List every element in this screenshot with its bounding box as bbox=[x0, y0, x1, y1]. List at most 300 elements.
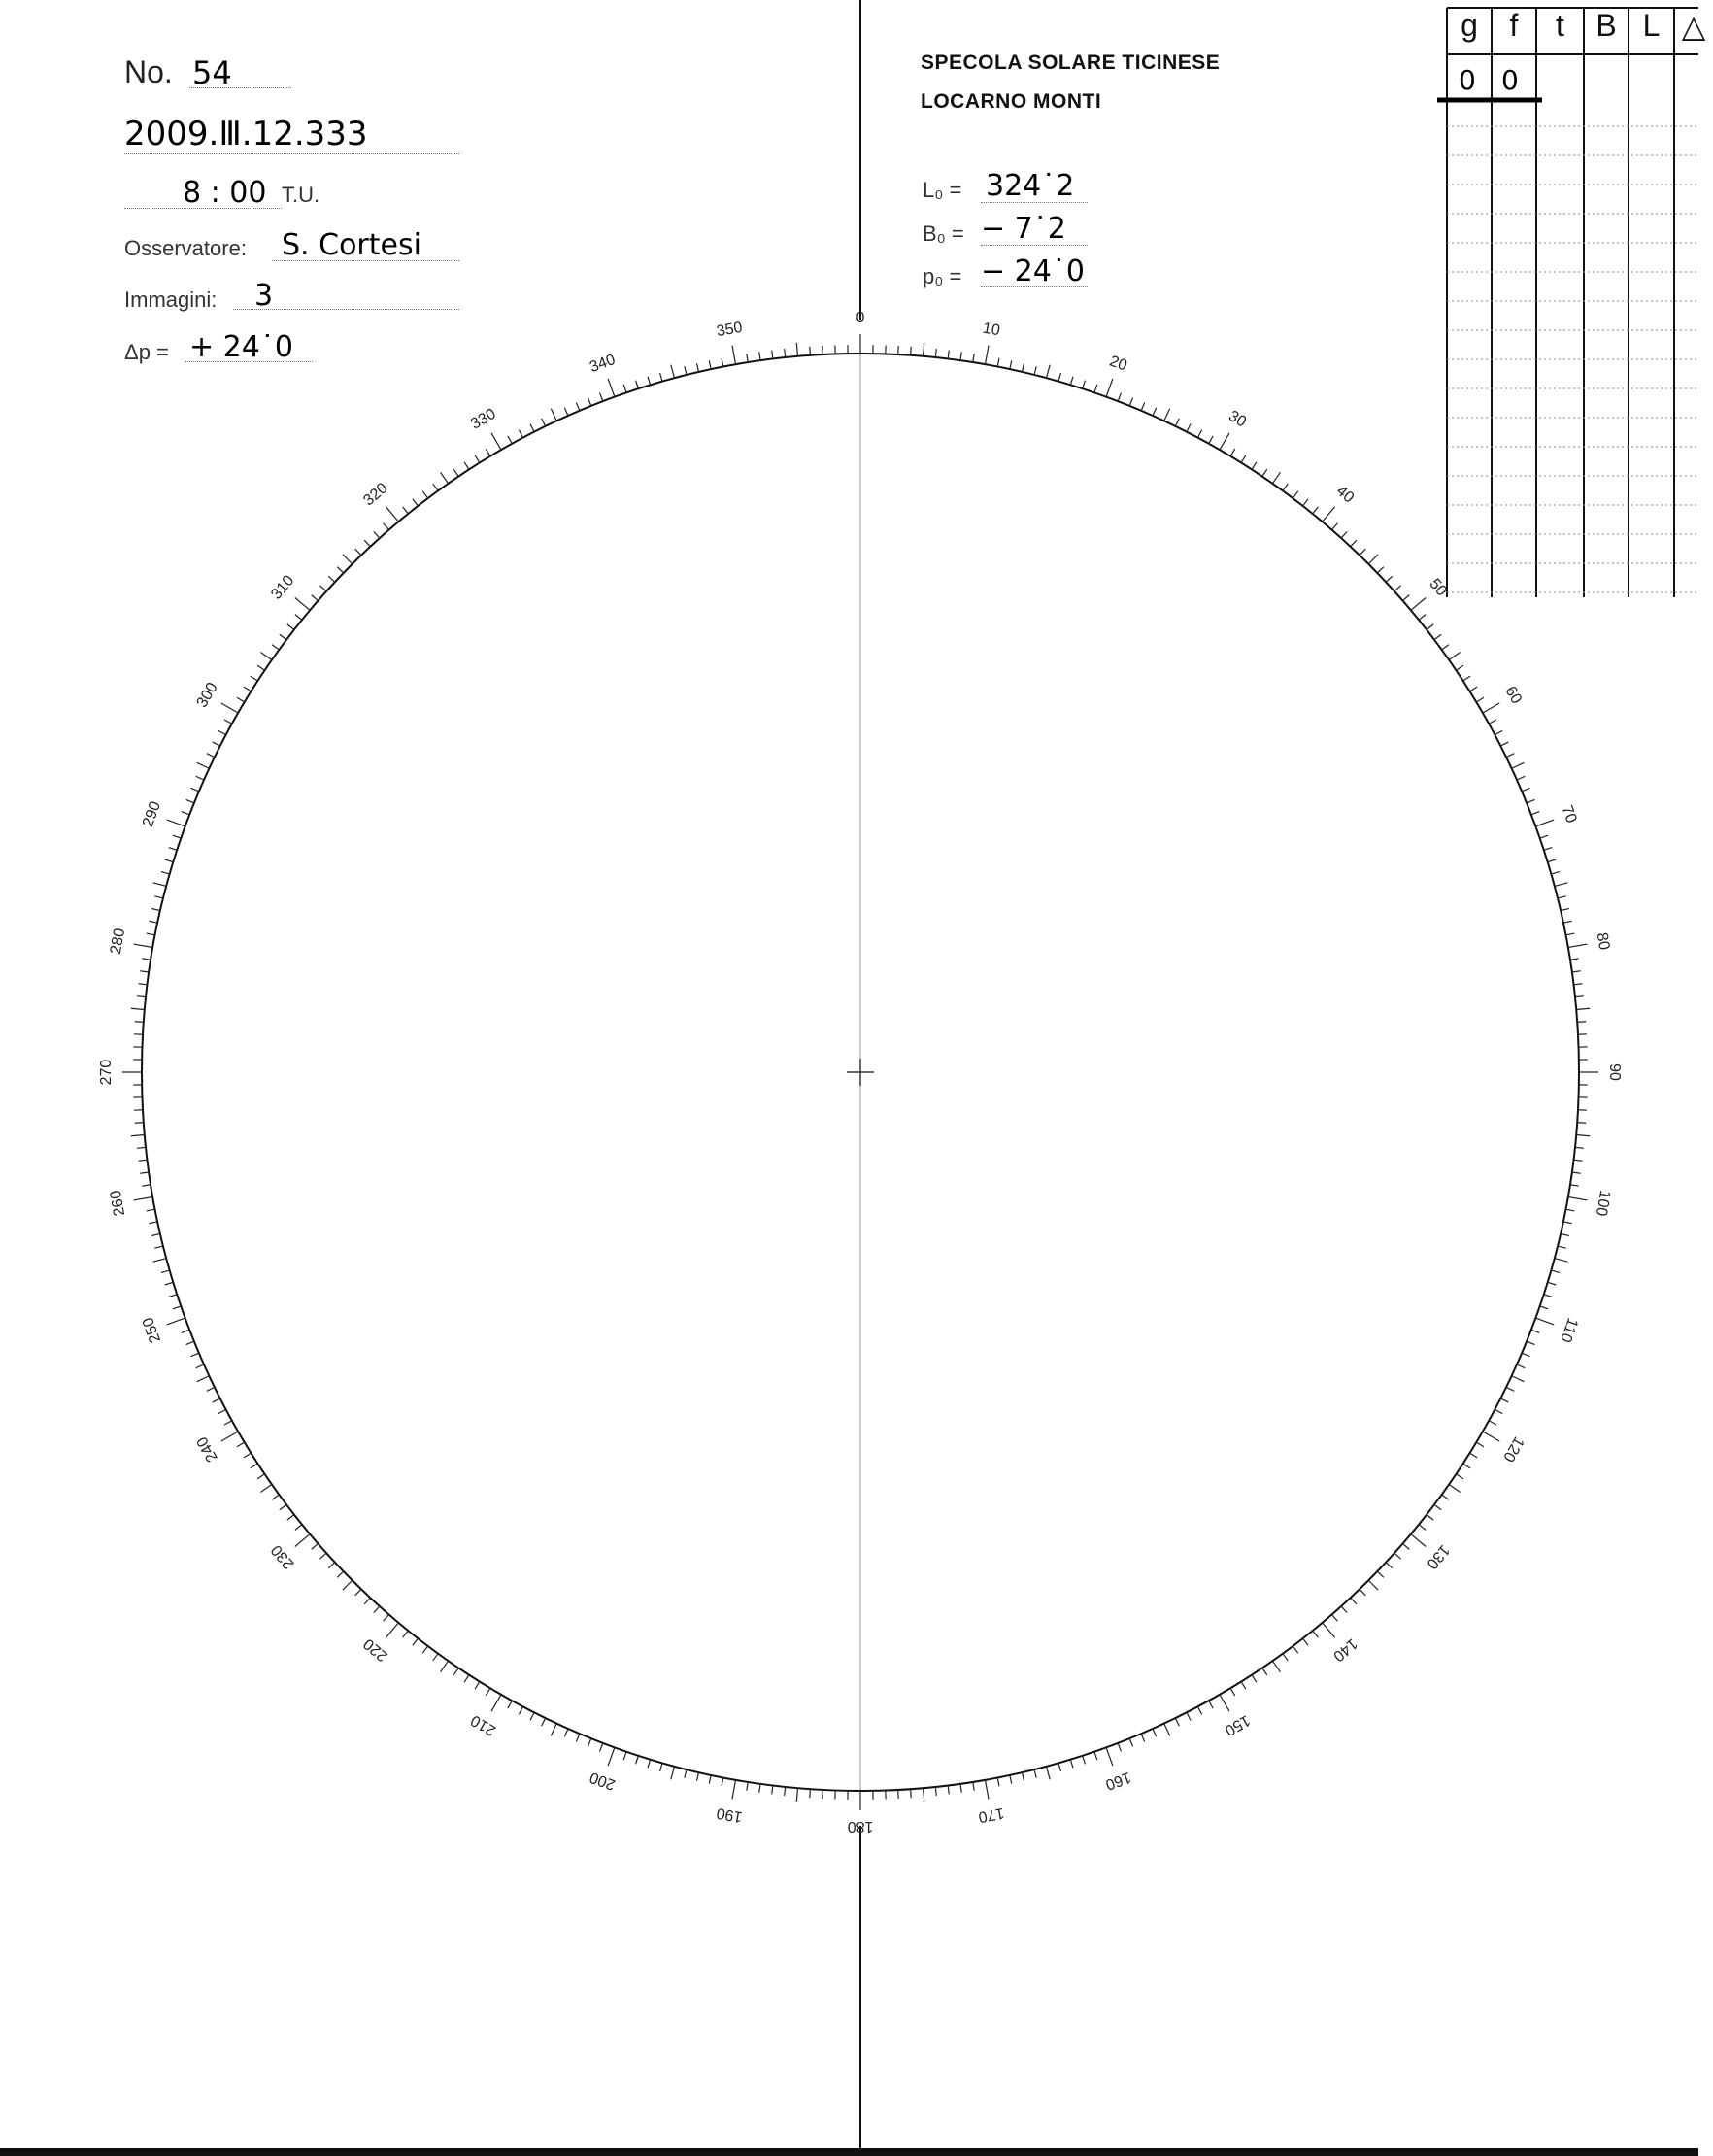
time-value: 8 : 00 bbox=[183, 176, 267, 210]
scale-tick bbox=[280, 1504, 286, 1509]
scale-tick bbox=[131, 1135, 145, 1136]
images-label: Immagini: bbox=[124, 287, 218, 312]
scale-tick bbox=[1427, 624, 1433, 630]
scale-tick bbox=[1230, 449, 1235, 456]
scale-tick bbox=[197, 762, 210, 768]
scale-tick bbox=[1419, 615, 1426, 621]
scale-label-50: 50 bbox=[1426, 575, 1450, 600]
scale-label-140: 140 bbox=[1329, 1634, 1360, 1665]
scale-tick bbox=[1368, 555, 1378, 564]
scale-label-0: 0 bbox=[856, 310, 865, 327]
scale-tick bbox=[1568, 1197, 1588, 1200]
scale-tick bbox=[1577, 1022, 1586, 1023]
scale-tick bbox=[519, 1706, 522, 1714]
bottom-edge-bar bbox=[0, 2148, 1698, 2156]
observer-label: Osservatore: bbox=[124, 236, 247, 260]
scale-tick bbox=[295, 1525, 302, 1531]
scale-label-160: 160 bbox=[1103, 1768, 1133, 1794]
scale-tick bbox=[441, 1661, 449, 1671]
scale-label-110: 110 bbox=[1557, 1315, 1581, 1345]
scale-tick bbox=[1575, 996, 1584, 997]
scale-label-60: 60 bbox=[1501, 683, 1526, 707]
scale-tick bbox=[191, 1353, 199, 1357]
scale-tick bbox=[1360, 1589, 1365, 1595]
scale-tick bbox=[355, 1589, 361, 1595]
scale-tick bbox=[453, 1668, 458, 1674]
scale-tick bbox=[1411, 597, 1426, 610]
scale-tick bbox=[491, 433, 501, 450]
institute-location: LOCARNO MONTI bbox=[921, 90, 1102, 113]
scale-tick bbox=[576, 403, 580, 411]
scale-tick bbox=[142, 959, 151, 960]
scale-tick bbox=[1411, 1534, 1426, 1547]
scale-tick bbox=[169, 848, 178, 851]
p0-label: p₀ = bbox=[923, 264, 962, 288]
scale-label-350: 350 bbox=[715, 319, 744, 341]
scale-tick bbox=[1561, 909, 1569, 911]
scale-tick bbox=[551, 1724, 556, 1736]
scale-tick bbox=[1197, 1706, 1201, 1714]
scale-tick bbox=[337, 567, 343, 573]
scale-tick bbox=[1351, 540, 1357, 547]
scale-tick bbox=[1313, 507, 1319, 514]
scale-tick bbox=[154, 1246, 163, 1248]
scale-tick bbox=[257, 665, 264, 670]
scale-tick bbox=[660, 1763, 662, 1771]
scale-tick bbox=[295, 1534, 310, 1547]
scale-tick bbox=[1175, 419, 1179, 426]
scale-tick bbox=[295, 597, 310, 610]
scale-label-240: 240 bbox=[193, 1433, 221, 1465]
scale-tick bbox=[1522, 788, 1529, 792]
scale-tick bbox=[1456, 1474, 1462, 1479]
scale-label-290: 290 bbox=[139, 799, 165, 829]
scale-tick bbox=[1575, 1147, 1584, 1148]
scale-tick bbox=[935, 1787, 936, 1796]
l0-label: L₀ = bbox=[923, 178, 962, 202]
scale-tick bbox=[287, 1515, 294, 1521]
scale-tick bbox=[1544, 848, 1553, 851]
scale-tick bbox=[997, 358, 999, 367]
scale-tick bbox=[1577, 1123, 1586, 1124]
scale-tick bbox=[1512, 1376, 1525, 1382]
scale-tick bbox=[1548, 859, 1557, 862]
scale-tick bbox=[165, 1282, 174, 1285]
scale-tick bbox=[709, 1775, 711, 1784]
scale-tick bbox=[154, 896, 163, 898]
scale-tick bbox=[1220, 433, 1229, 450]
scale-tick bbox=[196, 1364, 204, 1368]
number-value: 54 bbox=[192, 54, 232, 91]
scale-tick bbox=[1034, 366, 1036, 375]
scale-tick bbox=[1323, 1623, 1335, 1637]
scale-tick bbox=[1517, 1364, 1525, 1368]
scale-tick bbox=[191, 788, 199, 792]
scale-tick bbox=[374, 531, 380, 538]
scale-tick bbox=[796, 343, 797, 356]
scale-tick bbox=[257, 1474, 264, 1479]
scale-tick bbox=[1360, 549, 1365, 555]
scale-tick bbox=[1058, 1763, 1060, 1771]
col-header-f: f bbox=[1509, 8, 1519, 43]
scale-tick bbox=[182, 1330, 189, 1332]
scale-tick bbox=[1470, 1453, 1478, 1458]
scale-tick bbox=[1368, 1580, 1378, 1590]
scale-tick bbox=[722, 1777, 723, 1786]
scale-tick bbox=[280, 634, 286, 639]
scale-tick bbox=[147, 933, 155, 935]
scale-label-260: 260 bbox=[107, 1189, 129, 1218]
scale-tick bbox=[1517, 776, 1525, 780]
scale-label-320: 320 bbox=[360, 480, 391, 510]
scale-tick bbox=[810, 1789, 811, 1798]
scale-tick bbox=[542, 419, 546, 426]
scale-label-70: 70 bbox=[1558, 803, 1580, 825]
scale-tick bbox=[948, 351, 949, 359]
scale-tick bbox=[1241, 455, 1246, 463]
scale-tick bbox=[785, 349, 786, 357]
scale-tick bbox=[312, 595, 319, 601]
scale-tick bbox=[648, 1760, 651, 1769]
scale-tick bbox=[1377, 1571, 1383, 1577]
scale-tick bbox=[1175, 1718, 1179, 1726]
p0-value: − 24˙0 bbox=[981, 254, 1085, 288]
images-value: 3 bbox=[254, 279, 274, 313]
scale-tick bbox=[1402, 1543, 1409, 1549]
scale-tick bbox=[287, 624, 294, 630]
scale-label-30: 30 bbox=[1226, 407, 1250, 431]
scale-tick bbox=[165, 859, 174, 862]
scale-label-10: 10 bbox=[981, 320, 1002, 340]
scale-tick bbox=[173, 1306, 182, 1309]
scale-tick bbox=[551, 409, 556, 421]
scale-tick bbox=[1427, 1515, 1433, 1521]
scale-tick bbox=[530, 424, 534, 432]
scale-tick bbox=[161, 872, 170, 874]
col-header-t: t bbox=[1556, 8, 1564, 43]
scale-tick bbox=[151, 1233, 160, 1235]
scale-tick bbox=[732, 346, 735, 365]
scale-tick bbox=[623, 385, 626, 393]
scale-tick bbox=[1164, 409, 1170, 421]
scale-tick bbox=[1386, 576, 1393, 582]
scale-tick bbox=[1283, 484, 1288, 490]
scale-tick bbox=[364, 1598, 370, 1604]
scale-label-20: 20 bbox=[1107, 353, 1129, 375]
scale-tick bbox=[1252, 1675, 1257, 1683]
scale-tick bbox=[1272, 1661, 1280, 1671]
scale-tick bbox=[1489, 1421, 1496, 1425]
scale-tick bbox=[747, 1782, 748, 1791]
scale-tick bbox=[1262, 1668, 1267, 1674]
scale-tick bbox=[173, 835, 182, 838]
scale-tick bbox=[1022, 363, 1024, 372]
scale-label-80: 80 bbox=[1593, 930, 1613, 952]
scale-tick bbox=[464, 1675, 469, 1683]
scale-tick bbox=[1272, 472, 1280, 483]
data-table-grid bbox=[1437, 8, 1698, 597]
scale-tick bbox=[732, 1780, 735, 1800]
scale-tick bbox=[1495, 730, 1502, 734]
scale-tick bbox=[1565, 1209, 1574, 1211]
scale-tick bbox=[1010, 1775, 1012, 1784]
scale-tick bbox=[142, 1185, 151, 1186]
scale-tick bbox=[1449, 1484, 1460, 1492]
scale-tick bbox=[1083, 1756, 1086, 1765]
scale-tick bbox=[1070, 377, 1073, 386]
scale-tick bbox=[1531, 812, 1539, 815]
scale-tick bbox=[1434, 1504, 1441, 1509]
scale-tick bbox=[272, 645, 279, 650]
scale-tick bbox=[384, 1614, 389, 1621]
scale-tick bbox=[1313, 1631, 1319, 1637]
time-unit-label: T.U. bbox=[282, 183, 320, 207]
scale-tick bbox=[433, 484, 438, 490]
col-header-g: g bbox=[1461, 8, 1478, 43]
scale-tick bbox=[153, 1259, 167, 1263]
scale-tick bbox=[519, 430, 522, 438]
scale-tick bbox=[1386, 1563, 1393, 1568]
scale-tick bbox=[576, 1734, 580, 1741]
scale-tick bbox=[1576, 1008, 1590, 1009]
scale-tick bbox=[260, 653, 271, 660]
scale-tick bbox=[1141, 403, 1145, 411]
scale-tick bbox=[328, 1563, 335, 1568]
scale-tick bbox=[149, 1222, 157, 1224]
scale-tick bbox=[1558, 896, 1566, 898]
scale-tick bbox=[1164, 1724, 1170, 1736]
scale-tick bbox=[221, 1432, 238, 1441]
scale-tick bbox=[796, 1788, 797, 1802]
scale-tick bbox=[530, 1712, 534, 1720]
scale-tick bbox=[147, 1209, 155, 1211]
scale-tick bbox=[453, 469, 458, 476]
scale-tick bbox=[1548, 1282, 1557, 1285]
scale-tick bbox=[697, 1772, 699, 1781]
scale-tick bbox=[1555, 1259, 1568, 1263]
scale-tick bbox=[153, 883, 167, 887]
scale-label-130: 130 bbox=[1423, 1541, 1453, 1572]
scale-tick bbox=[1252, 462, 1257, 470]
scale-label-280: 280 bbox=[107, 926, 129, 956]
scale-label-40: 40 bbox=[1332, 483, 1358, 507]
scale-tick bbox=[134, 1197, 153, 1200]
scale-label-150: 150 bbox=[1222, 1711, 1253, 1739]
scale-tick bbox=[343, 1580, 353, 1590]
scale-tick bbox=[1022, 1772, 1024, 1781]
scale-tick bbox=[608, 379, 615, 397]
scale-tick bbox=[475, 1682, 480, 1690]
scale-tick bbox=[1331, 523, 1337, 530]
scale-label-340: 340 bbox=[588, 351, 618, 377]
scale-tick bbox=[1394, 1553, 1401, 1559]
scale-tick bbox=[328, 576, 335, 582]
scale-tick bbox=[960, 1784, 961, 1793]
scale-tick bbox=[948, 1785, 949, 1794]
scale-tick bbox=[251, 1464, 258, 1468]
scale-tick bbox=[213, 1398, 220, 1402]
scale-tick bbox=[1551, 1270, 1560, 1272]
scale-tick bbox=[1470, 687, 1478, 691]
scale-tick bbox=[1506, 1387, 1514, 1391]
scale-tick bbox=[1010, 360, 1012, 369]
scale-tick bbox=[1563, 1222, 1572, 1224]
scale-tick bbox=[1500, 1398, 1508, 1402]
scale-tick bbox=[224, 1421, 232, 1425]
col-header-L: L bbox=[1642, 8, 1661, 43]
col-header-delta: △ bbox=[1681, 9, 1706, 44]
scale-tick bbox=[1303, 499, 1309, 506]
scale-tick bbox=[1572, 1172, 1581, 1173]
scale-tick bbox=[207, 754, 215, 758]
scale-tick bbox=[759, 1784, 760, 1793]
scale-tick bbox=[1442, 645, 1449, 650]
scale-tick bbox=[648, 377, 651, 386]
scale-tick bbox=[319, 586, 326, 591]
scale-tick bbox=[1565, 933, 1574, 935]
scale-tick bbox=[1058, 373, 1060, 382]
scale-tick bbox=[386, 507, 398, 522]
scale-tick bbox=[1341, 531, 1347, 538]
scale-tick bbox=[384, 523, 389, 530]
scale-tick bbox=[260, 1484, 271, 1492]
scale-tick bbox=[1293, 491, 1297, 498]
scale-tick bbox=[600, 393, 603, 401]
scale-tick bbox=[1187, 424, 1191, 432]
scale-tick bbox=[1220, 1695, 1229, 1711]
scale-tick bbox=[386, 1623, 398, 1637]
scale-tick bbox=[1570, 959, 1579, 960]
scale-tick bbox=[1209, 1701, 1213, 1708]
scale-tick bbox=[911, 347, 912, 355]
scale-label-200: 200 bbox=[588, 1768, 618, 1794]
scale-tick bbox=[486, 1688, 490, 1696]
scale-tick bbox=[1558, 1246, 1566, 1248]
scale-tick bbox=[1129, 398, 1132, 406]
scale-tick bbox=[542, 1718, 546, 1726]
scale-label-100: 100 bbox=[1592, 1189, 1614, 1218]
scale-tick bbox=[337, 1571, 343, 1577]
scale-tick bbox=[1047, 1767, 1051, 1780]
scale-tick bbox=[1094, 385, 1097, 393]
scale-tick bbox=[1283, 1654, 1288, 1661]
scale-tick bbox=[403, 507, 409, 514]
scale-tick bbox=[1476, 697, 1484, 702]
scale-tick bbox=[1535, 1318, 1554, 1325]
scale-tick bbox=[508, 1701, 512, 1708]
scale-tick bbox=[433, 1654, 438, 1661]
scale-tick bbox=[1540, 835, 1549, 838]
scale-tick bbox=[636, 1756, 639, 1765]
scale-tick bbox=[1141, 1734, 1145, 1741]
scale-tick bbox=[1118, 1743, 1121, 1751]
scale-tick bbox=[1572, 971, 1581, 972]
scale-tick bbox=[588, 398, 590, 406]
scale-label-180: 180 bbox=[847, 1817, 874, 1835]
scale-tick bbox=[1434, 634, 1441, 639]
scale-tick bbox=[1561, 1233, 1569, 1235]
scale-tick bbox=[636, 381, 639, 389]
scale-tick bbox=[207, 1387, 215, 1391]
scale-tick bbox=[137, 1147, 146, 1148]
disk-center-cross bbox=[847, 1059, 874, 1086]
scale-tick bbox=[237, 1442, 245, 1447]
scale-tick bbox=[1094, 1752, 1097, 1761]
scale-tick bbox=[251, 676, 258, 681]
scale-tick bbox=[772, 351, 773, 359]
scale-tick bbox=[1522, 1353, 1529, 1357]
institute-name: SPECOLA SOLARE TICINESE bbox=[921, 51, 1221, 74]
scale-tick bbox=[1527, 1341, 1534, 1344]
number-label: No. bbox=[124, 54, 173, 89]
row1-f-value: 0 bbox=[1501, 64, 1519, 96]
scale-tick bbox=[1153, 1729, 1157, 1736]
scale-tick bbox=[186, 1341, 194, 1344]
scale-tick bbox=[671, 365, 675, 379]
scale-tick bbox=[221, 703, 238, 713]
b0-label: B₀ = bbox=[923, 221, 964, 246]
scale-tick bbox=[196, 776, 204, 780]
scale-tick bbox=[1331, 1614, 1337, 1621]
scale-tick bbox=[1463, 676, 1471, 681]
scale-tick bbox=[244, 1453, 252, 1458]
scale-tick bbox=[785, 1787, 786, 1796]
scale-tick bbox=[973, 1782, 974, 1791]
scale-tick bbox=[1576, 1135, 1590, 1136]
scale-tick bbox=[140, 971, 149, 972]
scale-tick bbox=[1512, 762, 1525, 768]
scale-tick bbox=[237, 697, 245, 702]
scale-tick bbox=[1118, 393, 1121, 401]
scale-tick bbox=[709, 360, 711, 369]
scale-tick bbox=[364, 540, 370, 547]
scale-tick bbox=[197, 1376, 210, 1382]
scale-tick bbox=[1230, 1688, 1235, 1696]
scale-tick bbox=[422, 1646, 427, 1653]
scale-tick bbox=[218, 1409, 226, 1413]
date-value: 2009.Ⅲ.12.333 bbox=[124, 115, 368, 153]
scale-tick bbox=[475, 455, 480, 463]
scale-tick bbox=[135, 1123, 144, 1124]
scale-tick bbox=[1506, 754, 1514, 758]
scale-tick bbox=[413, 1638, 419, 1645]
scale-tick bbox=[1070, 1760, 1073, 1769]
scale-tick bbox=[1442, 1495, 1449, 1499]
scale-tick bbox=[564, 408, 568, 416]
scale-tick bbox=[1402, 595, 1409, 601]
scale-tick bbox=[759, 352, 760, 360]
scale-tick bbox=[1456, 665, 1462, 670]
scale-tick bbox=[1351, 1598, 1357, 1604]
scale-label-170: 170 bbox=[977, 1803, 1006, 1826]
scale-tick bbox=[149, 921, 157, 923]
scale-tick bbox=[600, 1743, 603, 1751]
scale-tick bbox=[1394, 586, 1401, 591]
scale-label-300: 300 bbox=[193, 680, 221, 711]
scale-tick bbox=[1563, 921, 1572, 923]
scale-tick bbox=[685, 1769, 687, 1778]
observer-value: S. Cortesi bbox=[282, 228, 421, 262]
scale-tick bbox=[1500, 742, 1508, 746]
scale-label-220: 220 bbox=[360, 1634, 391, 1665]
scale-tick bbox=[772, 1785, 773, 1794]
scale-tick bbox=[355, 549, 361, 555]
scale-tick bbox=[134, 944, 153, 947]
scale-tick bbox=[137, 996, 146, 997]
scale-tick bbox=[1463, 1464, 1471, 1468]
scale-tick bbox=[1535, 820, 1554, 826]
scale-tick bbox=[135, 1022, 144, 1023]
